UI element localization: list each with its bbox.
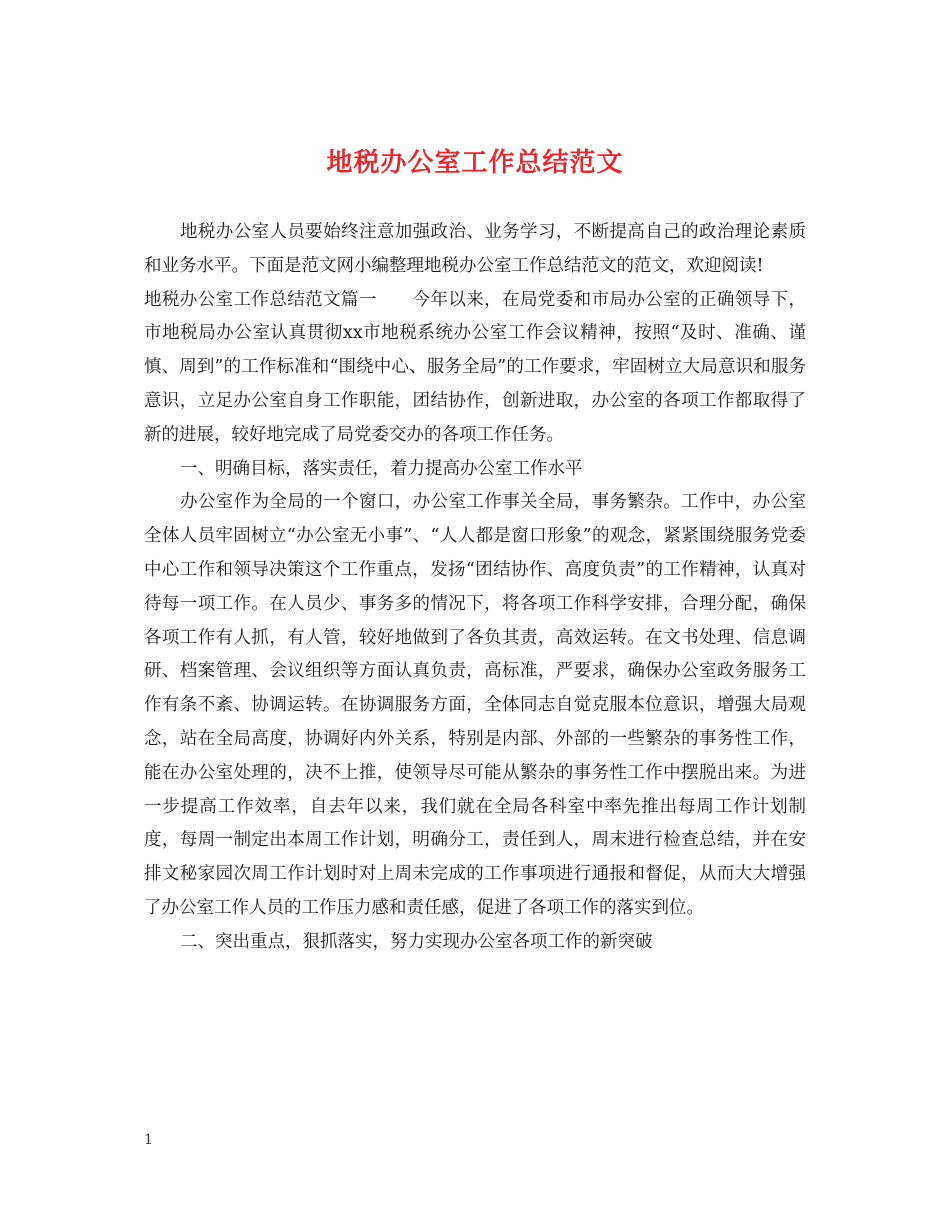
page-number: 1 — [144, 1132, 153, 1148]
paragraph-section-one-overview: 地税办公室工作总结范文篇一 今年以来，在局党委和市局办公室的正确领导下，市地税局办公室认真贯彻xx市地税系统办公室工作会议精神，按照“及时、准确、谨慎、周到”的工作标准和“围绕中心、服务全局”的工作要求，牢固树立大局意识和服务意识，立足办公室自身工作职能，团结协作，创新进取，办公室的各项工作都取得了新的进展，较好地完成了局党委交办的各项工作任务。 — [144, 289, 806, 445]
heading-item-one: 一、明确目标，落实责任，着力提高办公室工作水平 — [180, 458, 583, 479]
paragraph-office-work: 办公室作为全局的一个窗口，办公室工作事关全局，事务繁杂。工作中，办公室全体人员牢固树立“办公室无小事”、“人人都是窗口形象”的观念，紧紧围绕服务党委中心工作和领导决策这个工作重点，发扬“团结协作、高度负责”的工作精神，认真对待每一项工作。在人员少、事务多的情况下，将各项工作科学安排，合理分配，确保各项工作有人抓，有人管，较好地做到了各负其责，高效运转。在文书处理、信息调研、档案管理、会议组织等方面认真负责，高标准，严要求，确保办公室政务服务工作有条不紊、协调运转。在协调服务方面，全体同志自觉克服本位意识，增强大局观念，站在全局高度，协调好内外关系，特别是内部、外部的一些繁杂的事务性工作，能在办公室处理的，决不上推，使领导尽可能从繁杂的事务性工作中摆脱出来。为进一步提高工作效率，自去年以来，我们就在全局各科室中率先推出每周工作计划制度，每周一制定出本周工作计划，明确分工，责任到人，周末进行检查总结，并在安排文秘家园次周工作计划时对上周未完成的工作事项进行通报和督促，从而大大增强了办公室工作人员的工作压力感和责任感，促进了各项工作的落实到位。 — [144, 492, 806, 918]
document-body — [144, 216, 806, 960]
heading-item-two: 二、突出重点，狠抓落实，努力实现办公室各项工作的新突破 — [180, 931, 653, 952]
document-title: 地税办公室工作总结范文 — [326, 148, 624, 178]
paragraph-intro: 地税办公室人员要始终注意加强政治、业务学习，不断提高自己的政治理论素质和业务水平。下面是范文网小编整理地税办公室工作总结范文的范文，欢迎阅读! — [144, 222, 806, 276]
